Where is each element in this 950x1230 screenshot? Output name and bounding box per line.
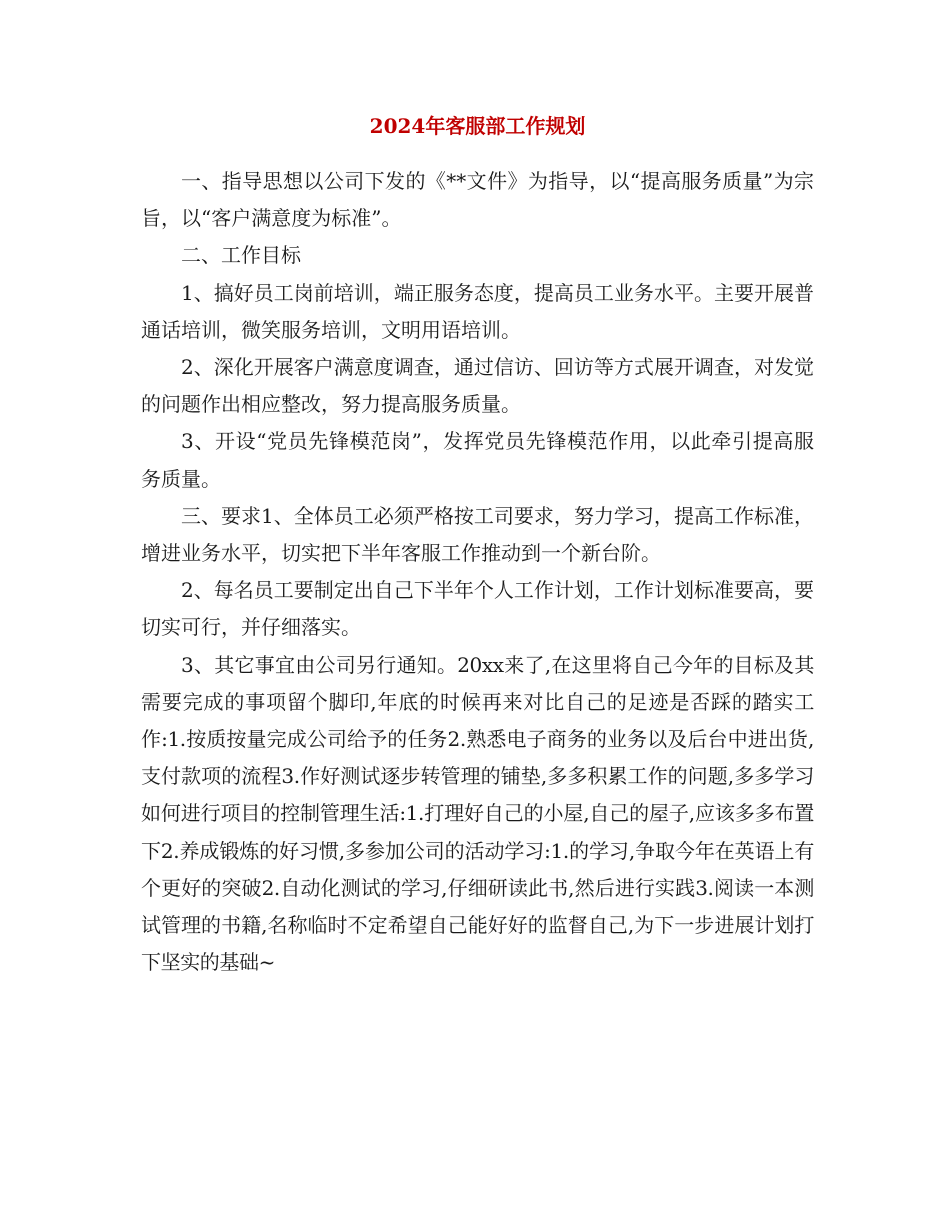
paragraph-requirements-3: 3、其它事宜由公司另行通知。20xx来了,在这里将自己今年的目标及其需要完成的事项留个脚印,年底的时候再来对比自己的足迹是否踩的踏实工作:1.按质按量完成公司给予的任务2.熟悉电子商务的业务以及后台中进出货,支付款项的流程3.作好测试逐步转管理的铺垫,多多积累工作的问题,多多学习如何进行项目的控制管理生活:1.打理好自己的小屋,自己的屋子,应该多多布置下2.养成锻炼的好习惯,多参加公司的活动学习:1.的学习,争取今年在英语上有个更好的突破2.自动化测试的学习,仔细研读此书,然后进行实践3.阅读一本测试管理的书籍,名称临时不定希望自己能好好的监督自己,为下一步进展计划打下坚实的基础~ <box>141 652 814 975</box>
paragraph-guiding-thought: 一、指导思想以公司下发的《**文件》为指导，以“提高服务质量”为宗旨，以“客户满意度为标准”。 <box>141 169 814 231</box>
paragraph-goal-3: 3、开设“党员先锋模范岗”，发挥党员先锋模范作用，以此牵引提高服务质量。 <box>141 429 814 491</box>
document-body <box>141 163 814 981</box>
paragraph-requirements-2: 2、每名员工要制定出自己下半年个人工作计划，工作计划标准要高，要切实可行，并仔细落实。 <box>141 578 814 640</box>
paragraph-goals-heading: 二、工作目标 <box>181 243 301 268</box>
document-title: 2024年客服部工作规划 <box>369 114 586 138</box>
paragraph-goal-1: 1、搞好员工岗前培训，端正服务态度，提高员工业务水平。主要开展普通话培训，微笑服务培训，文明用语培训。 <box>141 280 814 342</box>
paragraph-goal-2: 2、深化开展客户满意度调查，通过信访、回访等方式展开调查，对发觉的问题作出相应整改，努力提高服务质量。 <box>141 355 814 417</box>
paragraph-requirements-1: 三、要求1、全体员工必须严格按工司要求，努力学习，提高工作标准，增进业务水平，切实把下半年客服工作推动到一个新台阶。 <box>141 503 814 566</box>
